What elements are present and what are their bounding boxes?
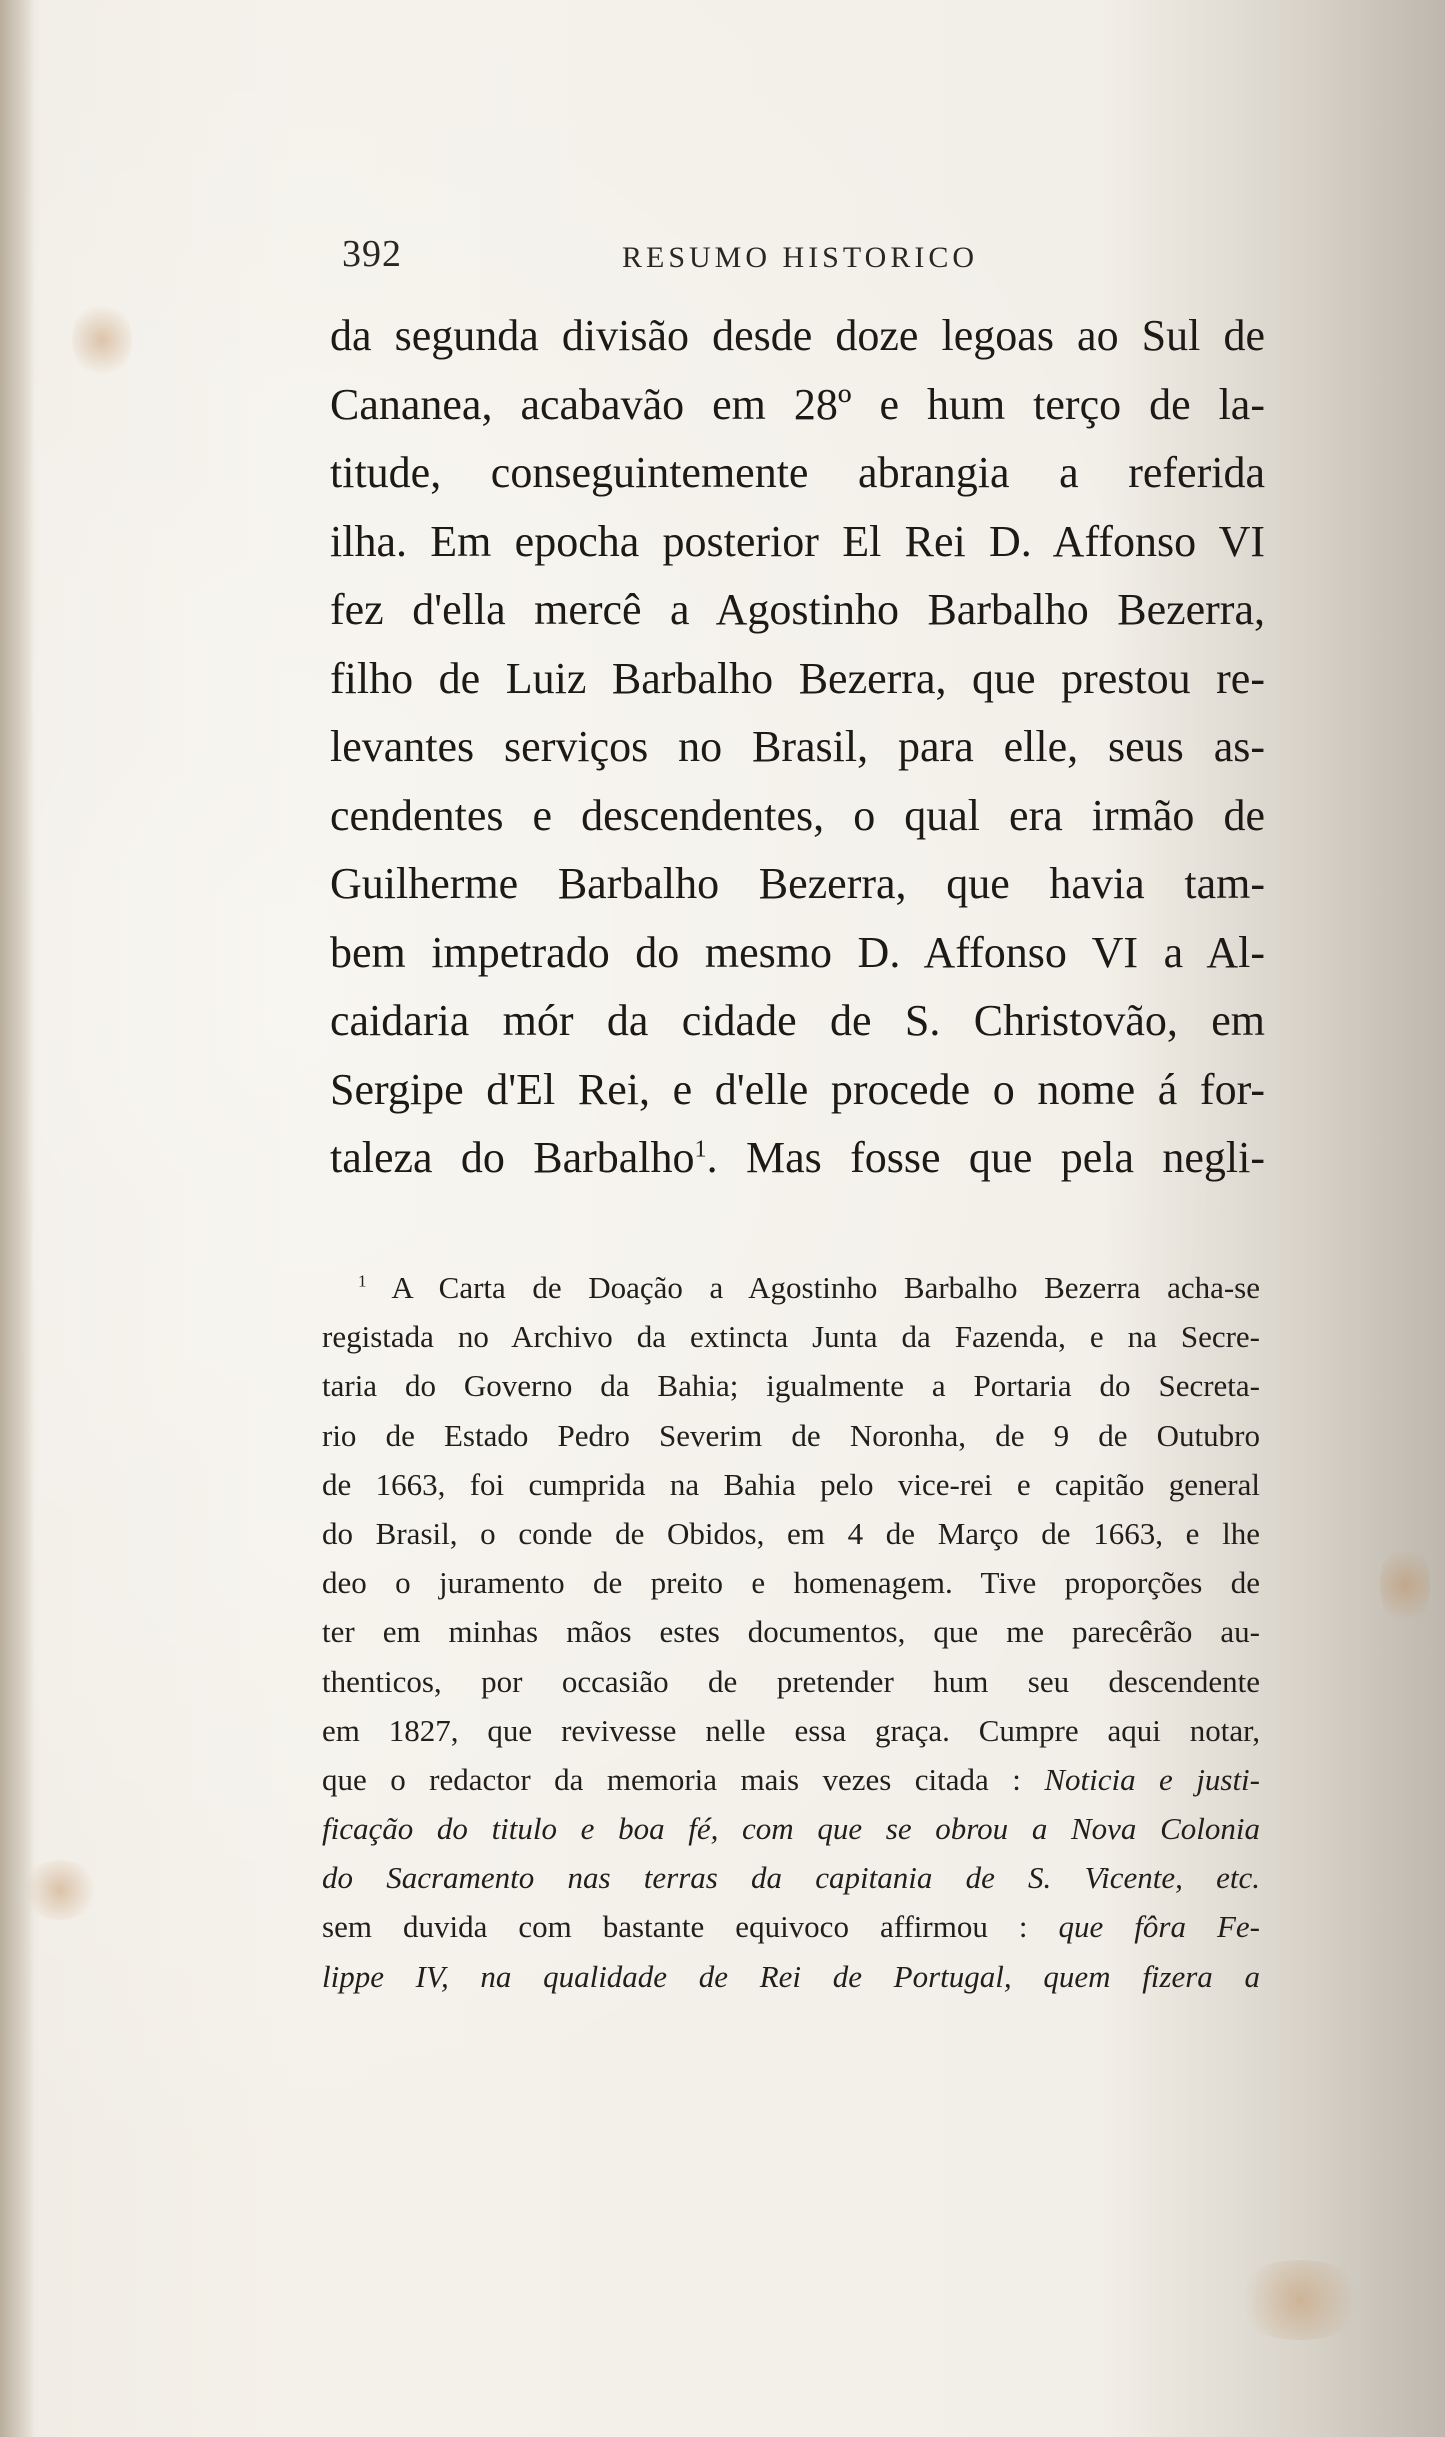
- footnote-line: do Sacramento nas terras da capitania de S. Vicente, etc.: [322, 1860, 1260, 1896]
- foxing-stain: [1380, 1540, 1430, 1630]
- footnote-line: registada no Archivo da extincta Junta da Fazenda, e na Secre-: [322, 1319, 1260, 1355]
- page-gutter: [0, 0, 34, 2437]
- text-line: caidaria mór da cidade de S. Christovão, em: [330, 996, 1265, 1045]
- main-text: [330, 302, 1265, 1193]
- text-line: levantes serviços no Brasil, para elle, seus as-: [330, 722, 1265, 771]
- footnote-line: do Brasil, o conde de Obidos, em 4 de Março de 1663, e lhe: [322, 1515, 1260, 1551]
- footnote-line: ficação do titulo e boa fé, com que se obrou a Nova Colonia: [322, 1811, 1260, 1847]
- foxing-stain: [1230, 2260, 1370, 2340]
- footnote-line: thenticos, por occasião de pretender hum seu descendente: [322, 1663, 1260, 1699]
- footnote-line: de 1663, foi cumprida na Bahia pelo vice-rei e capitão general: [322, 1466, 1260, 1502]
- text-line: ilha. Em epocha posterior El Rei D. Affonso VI: [330, 516, 1265, 566]
- footnote-line: deo o juramento de preito e homenagem. Tive proporções de: [322, 1565, 1260, 1601]
- text-line: fez d'ella mercê a Agostinho Barbalho Bezerra,: [330, 585, 1265, 634]
- footnote-line: taria do Governo da Bahia; igualmente a Portaria do Secreta-: [322, 1368, 1260, 1404]
- page-header: [342, 228, 1267, 288]
- text-segment: que o redactor da memoria mais vezes citada :: [322, 1761, 1045, 1797]
- text-line: cendentes e descendentes, o qual era irmão de: [330, 790, 1265, 840]
- text-line: Sergipe d'El Rei, e d'elle procede o nome á for-: [330, 1064, 1265, 1114]
- text-segment: taleza do Barbalho: [330, 1133, 695, 1182]
- page-number: 392: [342, 233, 402, 275]
- italic-title: Noticia e justi-: [1044, 1761, 1260, 1797]
- text-line: bem impetrado do mesmo D. Affonso VI a Al-: [330, 927, 1265, 977]
- text-segment: . Mas fosse que pela negli-: [706, 1133, 1265, 1182]
- footnote-line: lippe IV, na qualidade de Rei de Portugal, quem fizera a: [322, 1958, 1260, 1994]
- text-line-with-footnote-ref: [330, 1124, 1265, 1193]
- text-line: filho de Luiz Barbalho Bezerra, que prestou re-: [330, 653, 1265, 703]
- text-line: Guilherme Barbalho Bezerra, que havia tam-: [330, 859, 1265, 908]
- text-line: Cananea, acabavão em 28º e hum terço de la-: [330, 379, 1265, 429]
- italic-quote: que fôra Fe-: [1058, 1909, 1260, 1945]
- footnote-line: rio de Estado Pedro Severim de Noronha, de 9 de Outubro: [322, 1417, 1260, 1453]
- text-segment: A Carta de Doação a Agostinho Barbalho Bezerra acha-se: [391, 1270, 1260, 1305]
- footnote-line: [322, 1263, 1260, 1312]
- footnote-reference[interactable]: 1: [694, 1135, 707, 1163]
- footnote-line: [322, 1755, 1260, 1804]
- footnote-line: ter em minhas mãos estes documentos, que me parecêrão au-: [322, 1614, 1260, 1650]
- text-segment: sem duvida com bastante equivoco affirmou :: [322, 1909, 1059, 1945]
- footnote-marker: 1: [358, 1271, 367, 1291]
- running-head: RESUMO HISTORICO: [622, 241, 978, 274]
- footnote-block: [322, 1263, 1260, 2001]
- text-line: titude, conseguintemente abrangia a referida: [330, 448, 1265, 497]
- footnote-line: [322, 1902, 1260, 1951]
- foxing-stain: [20, 1860, 100, 1920]
- footnote-line: em 1827, que revivesse nelle essa graça. Cumpre aqui notar,: [322, 1712, 1260, 1748]
- text-line: da segunda divisão desde doze legoas ao Sul de: [330, 311, 1265, 360]
- foxing-stain: [72, 300, 132, 380]
